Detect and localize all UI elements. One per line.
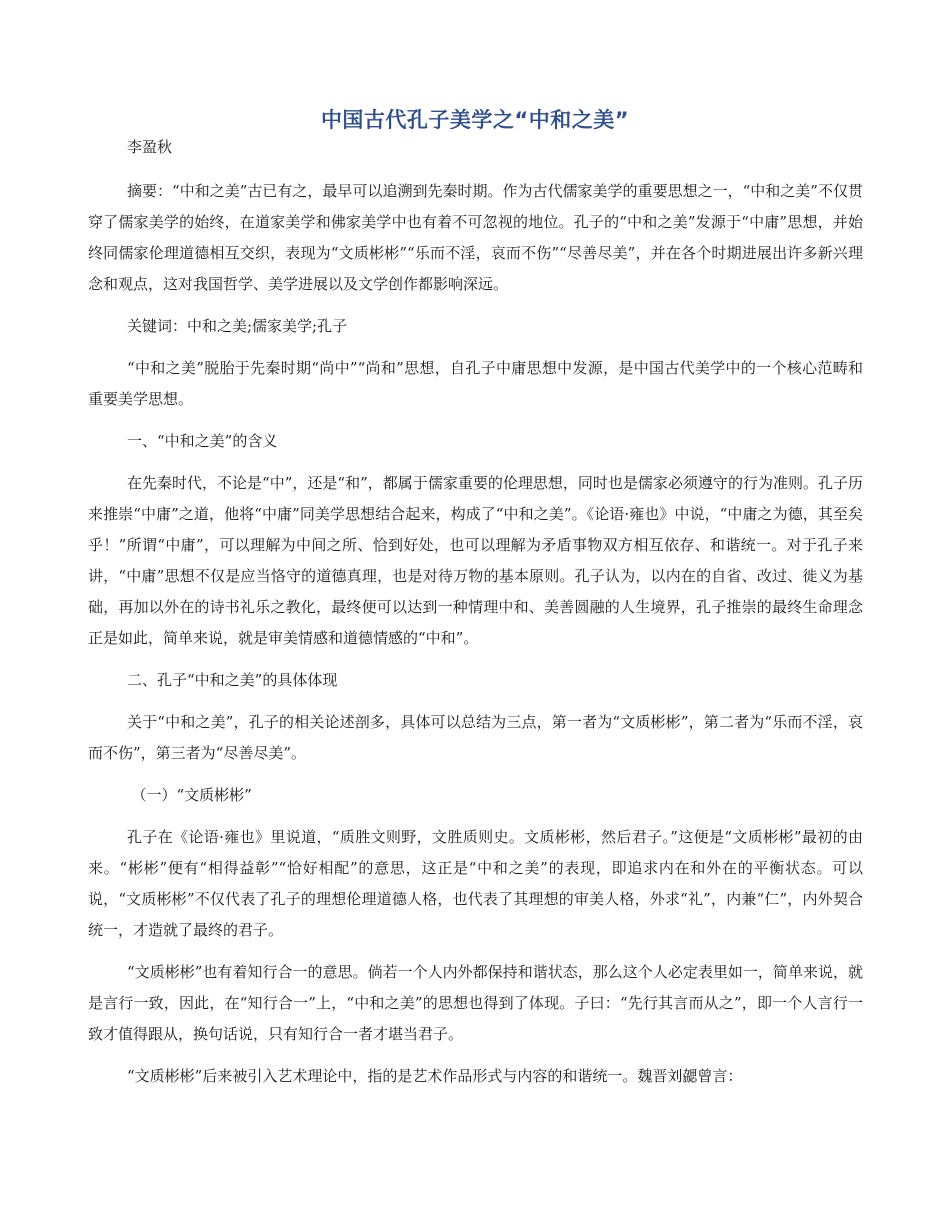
section-heading-2: 二、孔子“中和之美”的具体体现 [127, 671, 338, 689]
subsection-1-paragraph-1: 孔子在《论语·雍也》里说道，“质胜文则野，文胜质则史。文质彬彬，然后君子。”这便是“文质彬彬”最初的由来。“彬彬”便有“相得益彰”“恰好相配”的意思，这正是“中和之美”的表现，即追求内在和外在的平衡状态。可以说，“文质彬彬”不仅代表了孔子的理想伦理道德人格，也代表了其理想的审美人格，外求“礼”，内兼“仁”，内外契合统一，才造就了最终的君子。 [88, 828, 863, 939]
section-1-paragraph: 在先秦时代，不论是“中”，还是“和”，都属于儒家重要的伦理思想，同时也是儒家必须遵守的行为准则。孔子历来推崇“中庸”之道，他将“中庸”同美学思想结合起来，构成了“中和之美”。《论语·雍也》中说，“中庸之为德，其至矣乎！”所谓“中庸”，可以理解为中间之所、恰到好处，也可以理解为矛盾事物双方相互依存、和谐统一。对于孔子来讲，“中庸”思想不仅是应当恪守的道德真理，也是对待万物的基本原则。孔子认为，以内在的自省、改过、徙义为基础，再加以外在的诗书礼乐之教化，最终便可以达到一种情理中和、美善圆融的人生境界，孔子推崇的最终生命理念正是如此，简单来说，就是审美情感和道德情感的“中和”。 [88, 474, 863, 647]
section-2-paragraph: 关于“中和之美”，孔子的相关论述剖多，具体可以总结为三点，第一者为“文质彬彬”，第二者为“乐而不淫，哀而不伤”，第三者为“尽善尽美”。 [88, 713, 863, 762]
abstract-paragraph: 摘要：“中和之美”古已有之，最早可以追溯到先秦时期。作为古代儒家美学的重要思想之一，“中和之美”不仅贯穿了儒家美学的始终，在道家美学和佛家美学中也有着不可忽视的地位。孔子的“中和之美”发源于“中庸”思想，并始终同儒家伦理道德相互交织，表现为“文质彬彬”“乐而不淫，哀而不伤”“尽善尽美”，并在各个时期进展出许多新兴理念和观点，这对我国哲学、美学进展以及文学创作都影响深远。 [88, 182, 863, 293]
subsection-1-paragraph-2: “文质彬彬”也有着知行合一的意思。倘若一个人内外都保持和谐状态，那么这个人必定表里如一，简单来说，就是言行一致，因此，在“知行合一”上，“中和之美”的思想也得到了体现。子曰：“先行其言而从之”，即一个人言行一致才值得跟从，换句话说，只有知行合一者才堪当君子。 [88, 963, 863, 1043]
intro-paragraph: “中和之美”脱胎于先秦时期“尚中”“尚和”思想，自孔子中庸思想中发源，是中国古代美学中的一个核心范畴和重要美学思想。 [88, 359, 863, 408]
subsection-heading-1: （一）“文质彬彬” [131, 786, 252, 804]
author-name: 李盈秋 [127, 138, 173, 156]
subsection-1-paragraph-3: “文质彬彬”后来被引入艺术理论中，指的是艺术作品形式与内容的和谐统一。魏晋刘勰曾言： [127, 1067, 743, 1085]
section-heading-1: 一、“中和之美”的含义 [127, 432, 278, 450]
page-title: 中国古代孔子美学之“中和之美” [320, 108, 630, 132]
keywords-paragraph: 关键词：中和之美;儒家美学;孔子 [127, 317, 348, 335]
document-body [88, 176, 863, 1103]
